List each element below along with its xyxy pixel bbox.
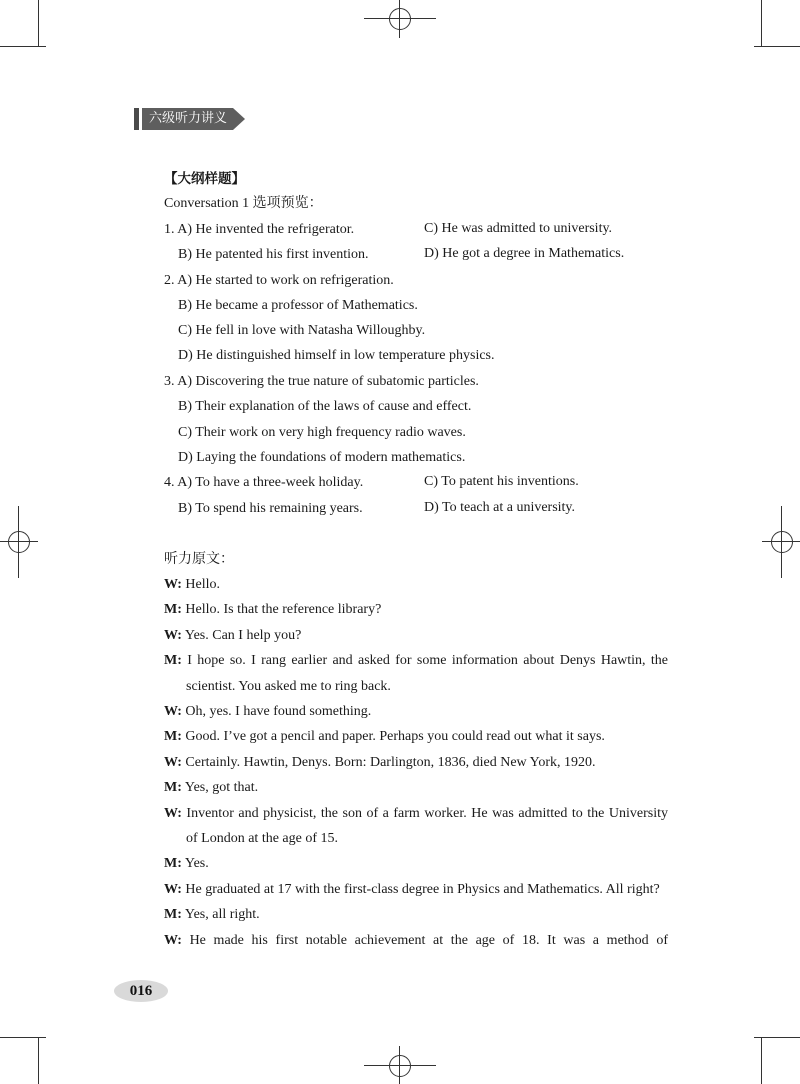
transcript-line: M: Good. I’ve got a pencil and paper. Perhaps you could read out what it says.: [164, 729, 605, 744]
transcript-line: M: Yes.: [164, 856, 209, 871]
option-line: D) He distinguished himself in low temperature physics.: [178, 348, 495, 363]
speaker-label: M:: [164, 653, 182, 668]
speaker-label: M:: [164, 729, 182, 744]
transcript-line: W: He made his first notable achievement at the age of 18. It was a method of: [164, 933, 669, 948]
options-intro: Conversation 1 选项预览：: [164, 196, 323, 211]
chapter-header-label: 六级听力讲义: [142, 108, 233, 130]
speaker-label: W:: [164, 755, 182, 770]
speaker-label: W:: [164, 577, 182, 592]
registration-mark-icon: [389, 8, 411, 30]
option-line: B) He patented his first invention.: [178, 247, 369, 262]
option-line: C) He was admitted to university.: [424, 221, 613, 236]
transcript-line: M: Yes, all right.: [164, 907, 260, 922]
transcript-line: W: Hello.: [164, 577, 220, 592]
speaker-label: W:: [164, 806, 182, 821]
speaker-label: M:: [164, 856, 182, 871]
speaker-label: W:: [164, 933, 182, 948]
option-line: 3. A) Discovering the true nature of subatomic particles.: [164, 374, 479, 389]
speaker-label: M:: [164, 907, 182, 922]
transcript-line: W: Certainly. Hawtin, Denys. Born: Darlington, 1836, died New York, 1920.: [164, 755, 596, 770]
transcript-line: W: Yes. Can I help you?: [164, 628, 302, 643]
transcript-line: M: Yes, got that.: [164, 780, 259, 795]
option-line: 1. A) He invented the refrigerator.: [164, 222, 355, 237]
option-line: 4. A) To have a three-week holiday.: [164, 475, 364, 490]
registration-mark-icon: [389, 1055, 411, 1077]
transcript-line: M: I hope so. I rang earlier and asked for some information about Denys Hawtin, the: [164, 653, 668, 668]
transcript-line: W: He graduated at 17 with the first-class degree in Physics and Mathematics. All right?: [164, 882, 660, 897]
transcript-line: W: Inventor and physicist, the son of a farm worker. He was admitted to the University: [164, 806, 669, 821]
page-number: 016: [114, 980, 168, 1002]
speaker-label: W:: [164, 704, 182, 719]
chapter-header-tag: [134, 108, 246, 130]
speaker-label: M:: [164, 780, 182, 795]
transcript-line: W: Oh, yes. I have found something.: [164, 704, 372, 719]
registration-mark-icon: [771, 531, 793, 553]
speaker-label: W:: [164, 882, 182, 897]
option-line: B) To spend his remaining years.: [178, 501, 363, 516]
transcript-title: 听力原文：: [164, 552, 234, 567]
option-line: C) He fell in love with Natasha Willoughby.: [178, 323, 426, 338]
transcript-continuation: of London at the age of 15.: [186, 831, 339, 846]
section-title: 【大纲样题】: [164, 171, 245, 187]
option-line: D) To teach at a university.: [424, 500, 576, 515]
registration-mark-icon: [8, 531, 30, 553]
option-line: 2. A) He started to work on refrigeration.: [164, 273, 394, 288]
option-line: B) He became a professor of Mathematics.: [178, 298, 418, 313]
option-line: B) Their explanation of the laws of cause and effect.: [178, 399, 472, 414]
transcript-continuation: scientist. You asked me to ring back.: [186, 679, 391, 694]
transcript-line: M: Hello. Is that the reference library?: [164, 602, 382, 617]
option-line: D) He got a degree in Mathematics.: [424, 246, 625, 261]
option-line: D) Laying the foundations of modern mathematics.: [178, 450, 466, 465]
speaker-label: W:: [164, 628, 182, 643]
option-line: C) To patent his inventions.: [424, 474, 579, 489]
option-line: C) Their work on very high frequency radio waves.: [178, 425, 466, 440]
speaker-label: M:: [164, 602, 182, 617]
